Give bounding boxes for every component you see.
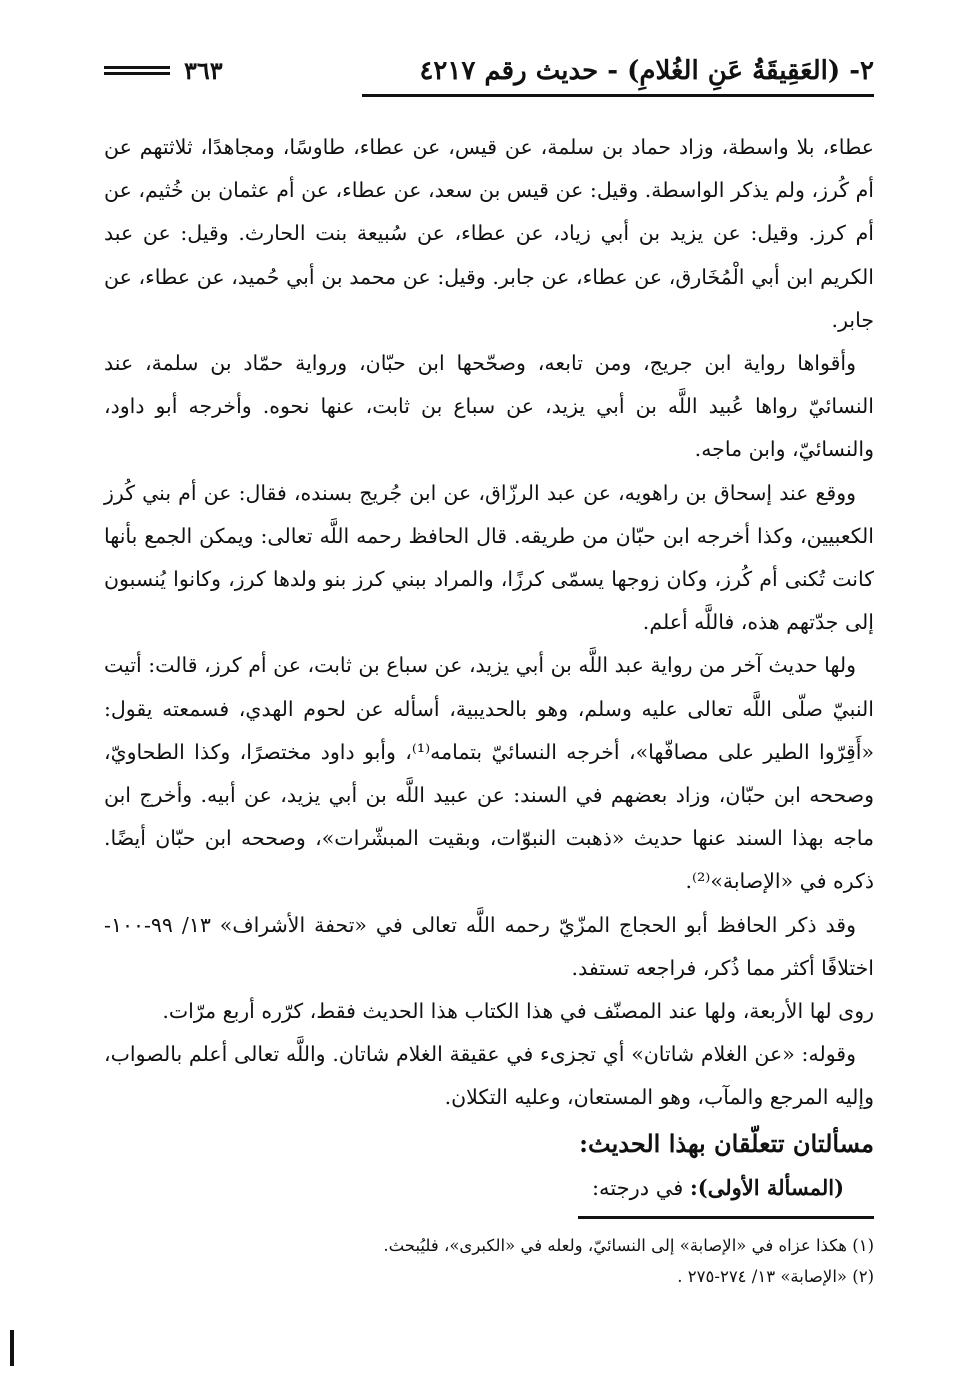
running-header [104, 56, 874, 90]
footnotes [104, 1230, 874, 1292]
footnote-1: (١) هكذا عزاه في «الإصابة» إلى النسائيّ، ولعله في «الكبرى»، فليُبحث. [383, 1236, 874, 1255]
header-title: ٢- (العَقِيقَةُ عَنِ الغُلامِ) - حديث رقم ٤٢١٧ [419, 56, 874, 86]
footnote-rule [578, 1216, 874, 1219]
page-edge-mark [10, 1330, 14, 1366]
page-number: ٣٦٣ [184, 56, 223, 85]
body-text [104, 126, 874, 1210]
book-page [104, 46, 874, 1336]
section-heading: مسألتان تتعلّقان بهذا الحديث: [579, 1128, 874, 1158]
header-double-rule [104, 66, 170, 75]
paragraph-5: وقد ذكر الحافظ أبو الحجاج المزّيّ رحمه اللَّه تعالى في «تحفة الأشراف» ١٣/ ٩٩-١٠٠- اختلافًا أكثر مما ذُكر، فراجعه تستفد. [104, 912, 874, 980]
paragraph-3: ووقع عند إسحاق بن راهويه، عن عبد الرزّاق، عن ابن جُريج بسنده، فقال: عن أم بني كُرز الكعبيين، وكذا أخرجه ابن حبّان من طريقه. قال الحافظ رحمه اللَّه تعالى: ويمكن الجمع بأنها كانت تُكنى أم كُرز، وكان زوجها يسمّى كرزًا، والمراد ببني كرز بنو ولدها كرز، وكانوا يُنسبون إلى جدّتهم هذه، فاللَّه أعلم. [104, 480, 874, 635]
paragraph-6: روى لها الأربعة، ولها عند المصنّف في هذا الكتاب هذا الحديث فقط، كرّره أربع مرّات. [162, 999, 874, 1024]
sub-heading-label: (المسألة الأولى): [690, 1174, 844, 1200]
header-rule [362, 94, 874, 97]
footnote-2: (٢) «الإصابة» ١٣/ ٢٧٤-٢٧٥ . [677, 1267, 874, 1286]
header-page-group [104, 56, 223, 85]
sub-heading-text: في درجته: [591, 1175, 684, 1200]
sub-heading [104, 1166, 874, 1210]
paragraph-1: عطاء، بلا واسطة، وزاد حماد بن سلمة، عن قيس، عن عطاء، طاوسًا، ومجاهدًا، ثلاثتهم عن أم كُرز، ولم يذكر الواسطة. وقيل: عن قيس بن سعد، عن عطاء، عن أم عثمان بن خُثيم، عن أم كرز. وقيل: عن يزيد بن أبي زياد، عن عطاء، عن سُبيعة بنت الحارث. وقيل: عن عبد الكريم ابن أبي الْمُخَارق، عن عطاء، عن جابر. وقيل: عن محمد بن أبي حُميد، عن عطاء، عن جابر. [104, 135, 874, 332]
paragraph-7: وقوله: «عن الغلام شاتان» أي تجزىء في عقيقة الغلام شاتان. واللَّه تعالى أعلم بالصواب، وإليه المرجع والمآب، وهو المستعان، وعليه التكلان. [104, 1042, 874, 1110]
paragraph-4: ولها حديث آخر من رواية عبد اللَّه بن أبي يزيد، عن سباع بن ثابت، عن أم كرز، قالت: أتيت النبيّ صلّى اللَّه تعالى عليه وسلم، وهو بالحديبية، أسأله عن لحوم الهدي، فسمعته يقول: «أَقِرّوا الطير على مصافّها»، أخرجه النسائيّ بتمامه⁽¹⁾، وأبو داود مختصرًا، وكذا الطحاويّ، وصححه ابن حبّان، وزاد بعضهم في السند: عن عبيد اللَّه بن أبي يزيد، عن أبيه. وأخرج ابن ماجه بهذا السند عنها حديث «ذهبت النبوّات، وبقيت المبشّرات»، وصححه ابن حبّان أيضًا. ذكره في «الإصابة»⁽²⁾. [104, 653, 874, 894]
paragraph-2: وأقواها رواية ابن جريج، ومن تابعه، وصحّحها ابن حبّان، ورواية حمّاد بن سلمة، عند النسائيّ رواها عُبيد اللَّه بن أبي يزيد، عن سباع بن ثابت، عنها نحوه. وأخرجه أبو داود، والنسائيّ، وابن ماجه. [104, 351, 874, 462]
